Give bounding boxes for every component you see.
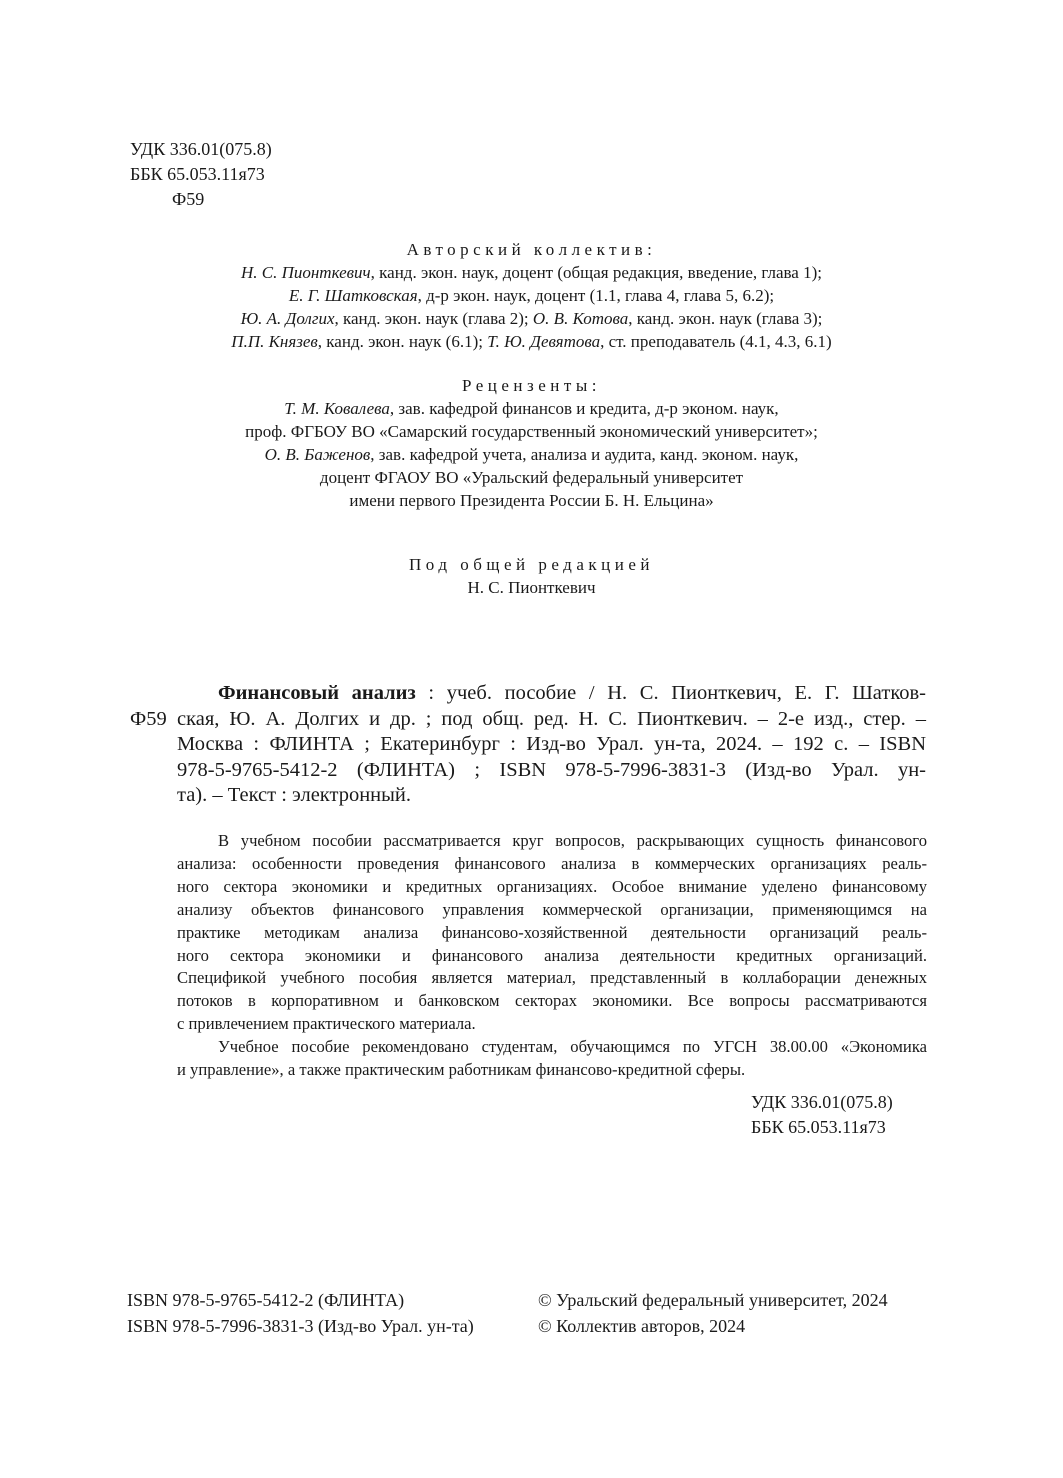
- reviewers-heading: Рецензенты:: [462, 376, 601, 395]
- reviewer-name: О. В. Баженов: [264, 445, 371, 464]
- editor-heading: Под общей редакцией: [409, 555, 654, 574]
- bbk-code: ББК 65.053.11я73: [751, 1117, 886, 1137]
- reviewer-details: , зав. кафедрой учета, анализа и аудита, канд. эконом. наук,: [370, 445, 799, 464]
- reviewer-name: Т. М. Ковалева: [284, 399, 390, 418]
- entry-line: 978-5-9765-5412-2 (ФЛИНТА) ; ISBN 978-5-7996-3831-3 (Изд-во Урал. ун-: [177, 758, 926, 781]
- entry-line: ская, Ю. А. Долгих и др. ; под общ. ред. Н. С. Пионткевич. – 2-е изд., стер. –: [177, 707, 926, 730]
- abstract-line: потоков в корпоративном и банковском секторах экономики. Все вопросы рассматриваются: [177, 991, 927, 1011]
- classification-block-bottom: [751, 1090, 893, 1140]
- bbk-code: ББК 65.053.11я73: [130, 164, 265, 184]
- author-name: О. В. Котова: [532, 309, 629, 328]
- entry-author-mark: Ф59: [130, 707, 167, 730]
- author-name: Т. Ю. Девятова: [487, 332, 601, 351]
- abstract-line: анализа: особенности проведения финансового анализа в коммерческих организациях реаль-: [177, 853, 927, 873]
- author-line: [0, 307, 1063, 330]
- reviewers-block: [0, 374, 1063, 512]
- author-details: , канд. экон. наук (6.1);: [317, 332, 488, 351]
- author-details: , канд. экон. наук (глава 3);: [628, 309, 823, 328]
- reviewer-line: доцент ФГАОУ ВО «Уральский федеральный университет: [319, 468, 744, 487]
- copyright-authors: © Коллектив авторов, 2024: [538, 1316, 746, 1336]
- author-name: Ю. А. Долгих: [240, 309, 335, 328]
- abstract-line: ного сектора экономики и кредитных организациях. Особое внимание уделено финансовому: [177, 876, 927, 896]
- abstract: [177, 830, 927, 1082]
- abstract-line: с привлечением практического материала.: [177, 1014, 476, 1034]
- entry-line: Финансовый анализ : учеб. пособие / Н. С. Пионткевич, Е. Г. Шатков-: [218, 682, 926, 704]
- udk-code: УДК 336.01(075.8): [130, 139, 272, 159]
- classification-block: [130, 137, 272, 212]
- reviewer-line: имени первого Президента России Б. Н. Ельцина»: [349, 491, 714, 510]
- author-name: Е. Г. Шатковская: [288, 286, 418, 305]
- abstract-line: В учебном пособии рассматривается круг вопросов, раскрывающих сущность финансового: [218, 831, 927, 850]
- copyright-university: © Уральский федеральный университет, 2024: [538, 1290, 888, 1310]
- reviewer-line: проф. ФГБОУ ВО «Самарский государственный экономический университет»;: [245, 422, 818, 441]
- isbn-flinta: ISBN 978-5-9765-5412-2 (ФЛИНТА): [127, 1290, 405, 1310]
- abstract-line: практике методикам анализа финансово-хозяйственной деятельности организаций реаль-: [177, 922, 927, 942]
- udk-code: УДК 336.01(075.8): [751, 1092, 893, 1112]
- entry-body: [177, 681, 926, 809]
- authors-heading: Авторский коллектив:: [406, 240, 657, 259]
- entry-line: та). – Текст : электронный.: [177, 784, 412, 806]
- author-line: [0, 284, 1063, 307]
- abstract-line: Спецификой учебного пособия является материал, представленный в коллаборации денежных: [177, 968, 927, 988]
- reviewer-line: [0, 443, 1063, 466]
- entry-line: Москва : ФЛИНТА ; Екатеринбург : Изд-во Урал. ун-та, 2024. – 192 с. – ISBN: [177, 733, 926, 755]
- editor-block: [0, 553, 1063, 599]
- author-line: [0, 261, 1063, 284]
- author-details: , канд. экон. наук, доцент (общая редакция, введение, глава 1);: [370, 263, 822, 282]
- abstract-line: ного сектора экономики и финансового анализа деятельности кредитных организаций.: [177, 945, 927, 965]
- copyright-block: [538, 1287, 888, 1339]
- author-mark: Ф59: [172, 189, 205, 209]
- abstract-line: и управление», а также практическим работникам финансово-кредитной сферы.: [177, 1060, 746, 1080]
- abstract-line: Учебное пособие рекомендовано студентам, обучающимся по УГСН 38.00.00 «Экономика: [218, 1037, 927, 1057]
- authors-block: [0, 238, 1063, 353]
- editor-name: Н. С. Пионткевич: [467, 578, 596, 597]
- reviewer-line: [0, 397, 1063, 420]
- author-name: Н. С. Пионткевич: [240, 263, 371, 282]
- author-name: П.П. Князев: [231, 332, 318, 351]
- author-line: [0, 330, 1063, 353]
- abstract-line: анализу объектов финансового управления коммерческой организации, применяющимся на: [177, 899, 927, 919]
- author-details: , д-р экон. наук, доцент (1.1, глава 4, глава 5, 6.2);: [417, 286, 775, 305]
- book-title: Финансовый анализ: [218, 682, 416, 704]
- reviewer-details: , зав. кафедрой финансов и кредита, д-р эконом. наук,: [389, 399, 779, 418]
- author-details: , канд. экон. наук (глава 2);: [334, 309, 533, 328]
- author-details: , ст. преподаватель (4.1, 4.3, 6.1): [600, 332, 832, 351]
- abstract-paragraph: [177, 830, 927, 1036]
- bibliographic-entry: [130, 681, 926, 809]
- isbn-ural: ISBN 978-5-7996-3831-3 (Изд-во Урал. ун-та): [127, 1316, 474, 1336]
- abstract-paragraph: [177, 1036, 927, 1082]
- isbn-block: [127, 1287, 474, 1339]
